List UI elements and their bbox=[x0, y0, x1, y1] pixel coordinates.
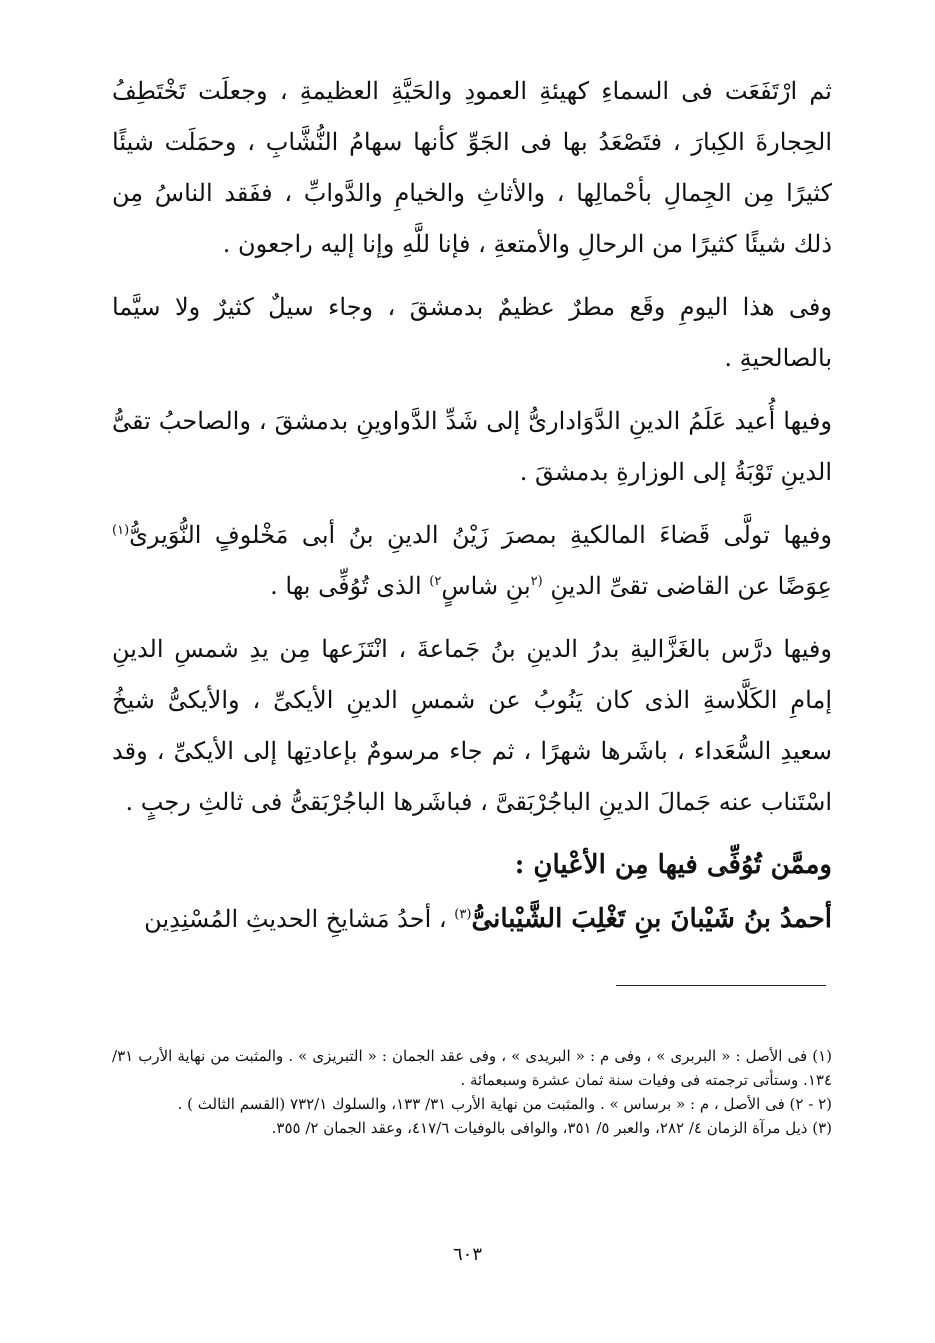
footnote-marker: ٢) bbox=[429, 574, 442, 589]
section-heading: وممَّن تُوُفِّى فيها مِن الأعْيانِ : bbox=[514, 850, 832, 880]
footnote-1: (١) فى الأصل : « البربرى » ، وفى م : « البريدى » ، وفى عقد الجمان : « التبريزى » . والمثبت من نهاية الأرب ٣١/ ١٣٤. وستأتى ترجمته فى وفيات سنة ثمان عشرة وسبعمائة . bbox=[112, 1047, 832, 1089]
paragraph-text: بنِ شاسٍ bbox=[441, 572, 531, 600]
main-text bbox=[112, 66, 832, 945]
footnote-marker: (٢ bbox=[530, 574, 543, 589]
paragraph-text: الذى تُوُفِّى بها . bbox=[270, 572, 430, 600]
paragraph-maliki-judge bbox=[112, 510, 832, 612]
footnote-marker: (١) bbox=[112, 523, 130, 538]
paragraph-text: وفيها تولَّى قَضاءَ المالكيةِ بمصرَ زَيْنُ الدينِ بنُ أبى مَخْلوفٍ النُّوَيرىُّ bbox=[129, 521, 832, 549]
footnote-2: (٢ - ٢) فى الأصل ، م : « برساس » . والمثبت من نهاية الأرب ٣١/ ١٣٣، والسلوك ٧٣٢/١ (القسم الثالث ) . bbox=[177, 1095, 832, 1113]
page-number: ٦٠٣ bbox=[452, 1244, 482, 1265]
footnote-separator bbox=[616, 985, 826, 986]
entry-text: ، أحدُ مَشايخِ الحديثِ المُسْنِدِين bbox=[144, 905, 455, 933]
footnote-3: (٣) ذيل مرآة الزمان ٤/ ٢٨٢، والعبر ٥/ ٣٥١، والوافى بالوفيات ٤١٧/٦، وعقد الجمان ٢/ ٣٥٥. bbox=[271, 1119, 832, 1137]
paragraph-appointments: وفيها أُعيد عَلَمُ الدينِ الدَّوَادارىُّ إلى شَدِّ الدَّواوينِ بدمشقَ ، والصاحبُ تقىُّ الدينِ تَوْبَةُ إلى الوزارةِ بدمشقَ . bbox=[112, 407, 832, 486]
obituary-entry bbox=[112, 894, 832, 945]
footnotes bbox=[112, 1044, 832, 1140]
paragraph-ghazzaliya: وفيها درَّس بالغَزَّاليةِ بدرُ الدينِ بنُ جَماعةَ ، انْتَزَعها مِن يدِ شمسِ الدينِ إمامِ الكَلَّاسةِ الذى كان يَنُوبُ عن شمسِ الدينِ الأيكىِّ ، والأيكىُّ شيخُ سعيدِ السُّعَداء ، باشَرها شهرًا ، ثم جاء مرسومٌ بإعادتِها إلى الأيكىِّ ، وقد اسْتَناب عنه جَمالَ الدينِ الباجُرْبَقىَّ ، فباشَرها الباجُرْبَقىُّ فى ثالثِ رجبٍ . bbox=[112, 635, 832, 816]
paragraph-text: عِوَضًا عن القاضى تقىِّ الدينِ bbox=[542, 572, 832, 600]
paragraph-whirlwind: ثم ارْتَفَعَت فى السماءِ كهيئةِ العمودِ والحَيَّةِ العظيمةِ ، وجعلَت تَخْتَطِفُ الحِجارةَ الكِبارَ ، فتَصْعَدُ بها فى الجَوِّ كأنها سهامُ النُّشَّابِ ، وحمَلَت شيئًا كثيرًا مِن الجِمالِ بأحْمالِها ، والأثاثِ والخيامِ والدَّوابِّ ، ففَقد الناسُ مِن ذلك شيئًا كثيرًا من الرحالِ والأمتعةِ ، فإنا للَّهِ وإنا إليه راجعون . bbox=[112, 77, 832, 258]
footnote-marker: (٣) bbox=[454, 907, 472, 922]
paragraph-rain-damascus: وفى هذا اليومِ وقَع مطرٌ عظيمٌ بدمشقَ ، وجاء سيلٌ كثيرٌ ولا سيَّما بالصالحيةِ . bbox=[112, 293, 832, 372]
entry-name: أحمدُ بنُ شَيْبانَ بنِ تَغْلِبَ الشَّيْبانىُّ bbox=[471, 904, 832, 934]
